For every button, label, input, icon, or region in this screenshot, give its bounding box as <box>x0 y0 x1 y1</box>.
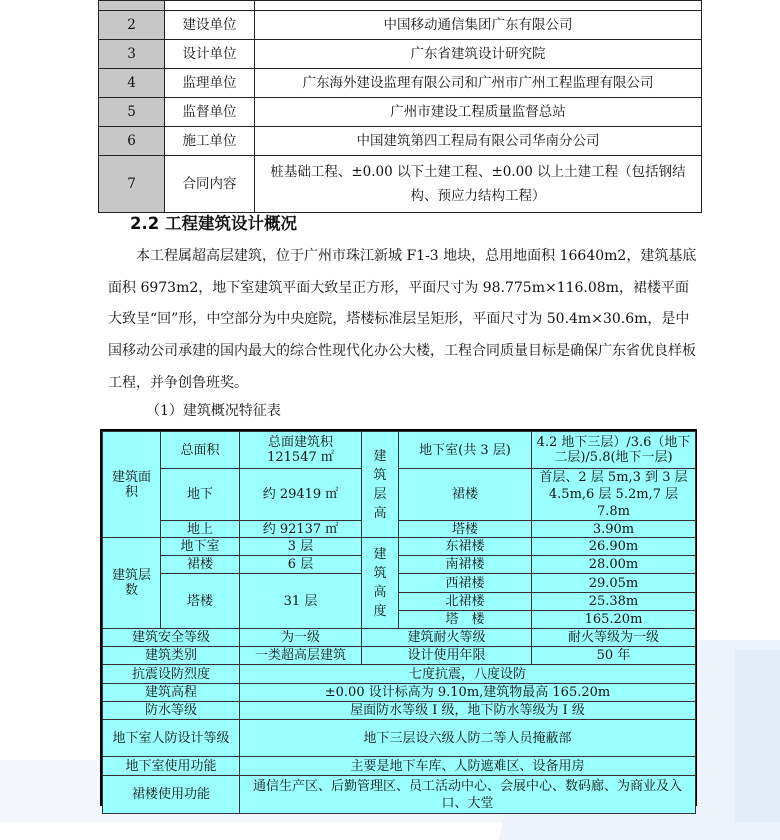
height-row-label: 东裙楼 <box>399 538 532 556</box>
project-units-table <box>98 0 702 213</box>
table-cell <box>99 1 165 11</box>
table-cell <box>165 1 255 11</box>
height-row-value: 165.20m <box>532 611 696 629</box>
total-area-value: 总面建筑积 121547 ㎡ <box>240 432 362 469</box>
total-area-label: 总面积 <box>161 432 240 469</box>
table-row <box>99 98 702 127</box>
safety-grade-value: 为一级 <box>240 629 362 647</box>
row-value: 广东省建筑设计研究院 <box>255 40 702 69</box>
row-number: 6 <box>99 127 165 156</box>
seismic-value: 七度抗震，八度设防 <box>240 665 696 684</box>
elevation-label: 建筑高程 <box>103 684 240 702</box>
row-number: 3 <box>99 40 165 69</box>
paragraph-text: 本工程属超高层建筑，位于广州市珠江新城 F1-3 地块，总用地面积 16640m2，建筑基底面积 6973m2，地下室建筑平面大致呈正方形，平面尺寸为 98.775m×116.08m，裙楼平面大致呈“回”形，中空部分为中央庭院，塔楼标准层呈矩形，平面尺寸为 50.4m×30.6m，是中国移动公司承建的国内最大的综合性现代化办公大楼，工程合同质量目标是确保广东省优良样板工程，并争创鲁班奖。 <box>108 248 697 391</box>
height-row-label: 西裙楼 <box>399 574 532 593</box>
row-value: 桩基础工程、±0.00 以下土建工程、±0.00 以上土建工程（包括钢结构、预应力结构工程） <box>255 156 702 213</box>
design-life-value: 50 年 <box>532 647 696 665</box>
civil-defense-value: 地下三层设六级人防二等人员掩蔽部 <box>240 720 696 757</box>
row-label: 建设单位 <box>165 11 255 40</box>
row-value: 中国建筑第四工程局有限公司华南分公司 <box>255 127 702 156</box>
basement-area-value: 约 29419 ㎡ <box>240 469 362 521</box>
body-paragraph <box>108 241 698 400</box>
floors-basement-value: 3 层 <box>240 538 362 556</box>
height-row-value: 28.00m <box>532 556 696 574</box>
height-row-value: 26.90m <box>532 538 696 556</box>
floors-tower-label: 塔楼 <box>161 574 240 629</box>
fire-grade-value: 耐火等级为一级 <box>532 629 696 647</box>
area-group-label: 建筑面积 <box>103 432 161 538</box>
table-row <box>99 40 702 69</box>
basement-use-value: 主要是地下车库、人防遮难区、设备用房 <box>240 757 696 776</box>
above-area-label: 地上 <box>161 521 240 538</box>
waterproof-value: 屋面防水等级 I 级，地下防水等级为 I 级 <box>240 702 696 720</box>
civil-defense-label: 地下室人防设计等级 <box>103 720 240 757</box>
row-number: 2 <box>99 11 165 40</box>
safety-grade-label: 建筑安全等级 <box>103 629 240 647</box>
row-label: 监理单位 <box>165 69 255 98</box>
table-row <box>99 127 702 156</box>
floors-group-label: 建筑层数 <box>103 538 161 629</box>
fh-basement-value: 4.2 地下三层）/3.6（地下二层)/5.8(地下一层) <box>532 432 696 469</box>
fh-podium-value: 首层、2 层 5m,3 到 3 层 4.5m,6 层 5.2m,7 层 7.8m <box>532 469 696 521</box>
height-row-label: 塔 楼 <box>399 611 532 629</box>
row-number: 4 <box>99 69 165 98</box>
row-value: 广州市建设工程质量监督总站 <box>255 98 702 127</box>
basement-area-label: 地下 <box>161 469 240 521</box>
table-row <box>99 69 702 98</box>
fire-grade-label: 建筑耐火等级 <box>362 629 532 647</box>
floor-height-group-label: 建 筑 层 高 <box>362 432 399 538</box>
waterproof-label: 防水等级 <box>103 702 240 720</box>
row-value: 中国移动通信集团广东有限公司 <box>255 11 702 40</box>
category-value: 一类超高层建筑 <box>240 647 362 665</box>
fh-podium-label: 裙楼 <box>399 469 532 521</box>
row-label: 施工单位 <box>165 127 255 156</box>
building-height-group-label: 建 筑 高 度 <box>362 538 399 629</box>
design-life-label: 设计使用年限 <box>362 647 532 665</box>
table-cell <box>255 1 702 11</box>
row-value: 广东海外建设监理有限公司和广州市广州工程监理有限公司 <box>255 69 702 98</box>
podium-use-label: 裙楼使用功能 <box>103 776 240 814</box>
elevation-value: ±0.00 设计标高为 9.10m,建筑物最高 165.20m <box>240 684 696 702</box>
fh-tower-label: 塔楼 <box>399 521 532 538</box>
row-number: 7 <box>99 156 165 213</box>
floors-podium-label: 裙楼 <box>161 556 240 574</box>
building-features-table <box>102 431 696 814</box>
table-caption: （1）建筑概况特征表 <box>146 403 281 419</box>
category-label: 建筑类别 <box>103 647 240 665</box>
height-row-value: 29.05m <box>532 574 696 593</box>
height-row-label: 南裙楼 <box>399 556 532 574</box>
section-heading: 2.2 工程建筑设计概况 <box>130 214 297 233</box>
height-row-value: 25.38m <box>532 593 696 611</box>
podium-use-value: 通信生产区、后勤管理区、员工活动中心、会展中心、数码廊、为商业及入口、大堂 <box>240 776 696 814</box>
basement-use-label: 地下室使用功能 <box>103 757 240 776</box>
fh-basement-label: 地下室(共 3 层) <box>399 432 532 469</box>
above-area-value: 约 92137 ㎡ <box>240 521 362 538</box>
table-row <box>99 11 702 40</box>
row-number: 5 <box>99 98 165 127</box>
row-label: 设计单位 <box>165 40 255 69</box>
fh-tower-value: 3.90m <box>532 521 696 538</box>
row-label: 监督单位 <box>165 98 255 127</box>
seismic-label: 抗震设防烈度 <box>103 665 240 684</box>
height-row-label: 北裙楼 <box>399 593 532 611</box>
page-background-shape-right <box>735 650 780 822</box>
floors-podium-value: 6 层 <box>240 556 362 574</box>
table-row <box>99 156 702 213</box>
row-label: 合同内容 <box>165 156 255 213</box>
floors-tower-value: 31 层 <box>240 574 362 629</box>
feature-table-frame <box>100 429 697 811</box>
floors-basement-label: 地下室 <box>161 538 240 556</box>
